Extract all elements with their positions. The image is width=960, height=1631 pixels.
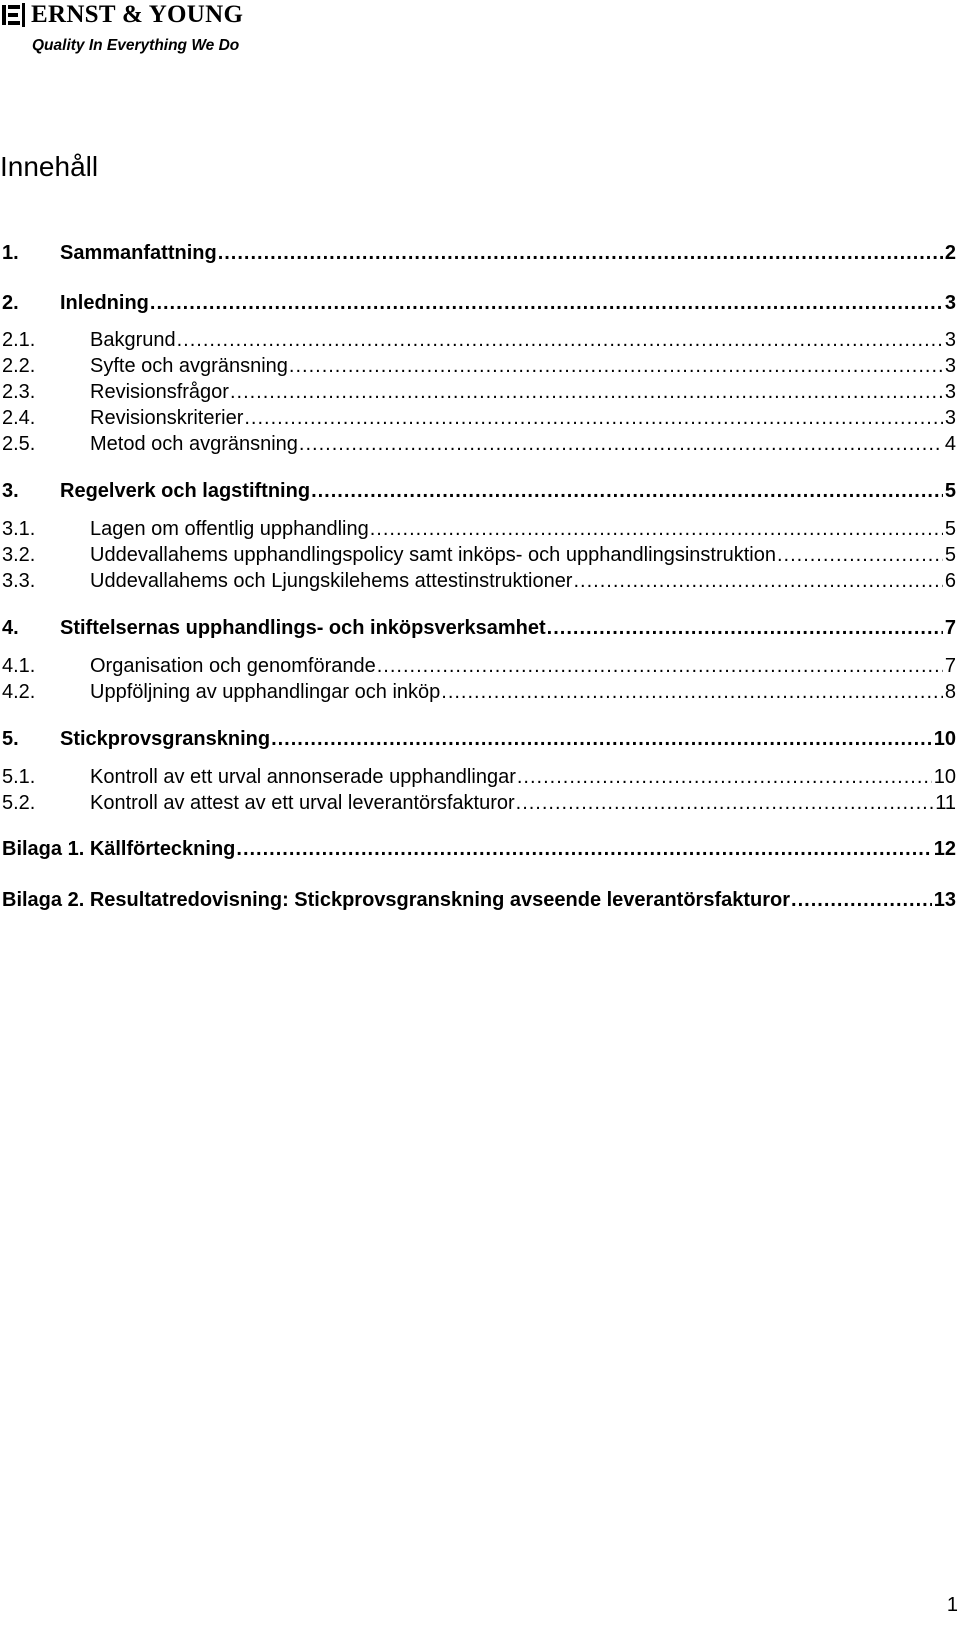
toc-entry-title: Uddevallahems och Ljungskilehems attestinstruktioner (90, 570, 573, 592)
toc-leader-dots (150, 290, 943, 316)
toc-leader-dots (299, 431, 943, 457)
toc-entry-number: 2.5. (2, 433, 36, 455)
toc-entry[interactable] (2, 764, 956, 790)
toc-entry-number: 1. (2, 242, 19, 264)
toc-entry-page: 3 (944, 329, 956, 351)
toc-leader-dots (516, 790, 934, 816)
toc-entry-page: 3 (944, 407, 956, 429)
toc-entry[interactable] (2, 240, 956, 266)
toc-leader-dots (271, 726, 932, 752)
toc-entry-title: Metod och avgränsning (90, 433, 298, 455)
toc-entry-page: 3 (944, 355, 956, 377)
toc-entry-number: 5.1. (2, 766, 36, 788)
toc-entry-page: 5 (944, 544, 956, 566)
toc-entry-page: 10 (933, 766, 956, 788)
toc-entry-number: 5.2. (2, 792, 36, 814)
toc-leader-dots (547, 615, 943, 641)
toc-leader-dots (236, 836, 931, 862)
toc-entry-page: 13 (933, 889, 956, 911)
toc-leader-dots (370, 516, 943, 542)
toc-entry-title: Stiftelsernas upphandlings- och inköpsverksamhet (60, 617, 546, 639)
toc-leader-dots (311, 478, 943, 504)
toc-entry-title: Uppföljning av upphandlingar och inköp (90, 681, 441, 703)
toc-entry-title: Revisionskriterier (90, 407, 244, 429)
toc-entry-title: Sammanfattning (60, 242, 217, 264)
toc-entry-page: 7 (944, 617, 956, 639)
toc-entry[interactable] (2, 615, 956, 641)
toc-entry[interactable] (2, 542, 956, 568)
toc-entry-title: Kontroll av ett urval annonserade upphandlingar (90, 766, 516, 788)
toc-entry[interactable] (2, 405, 956, 431)
toc-entry[interactable] (2, 290, 956, 316)
toc-entry-number: 3. (2, 480, 19, 502)
ernst-young-logo (0, 0, 260, 60)
toc-entry-page: 10 (933, 728, 956, 750)
toc-leader-dots (377, 653, 943, 679)
toc-entry[interactable] (2, 353, 956, 379)
toc-leader-dots (218, 240, 943, 266)
toc-entry-number: 3.2. (2, 544, 36, 566)
toc-entry[interactable] (2, 327, 956, 353)
toc-entry-page: 5 (944, 518, 956, 540)
toc-entry[interactable] (2, 516, 956, 542)
toc-entry-number: 4.2. (2, 681, 36, 703)
toc-entry-page: 4 (944, 433, 956, 455)
toc-entry-number: 2.2. (2, 355, 36, 377)
toc-entry-title: Uddevallahems upphandlingspolicy samt inköps- och upphandlingsinstruktion (90, 544, 776, 566)
toc-entry[interactable] (2, 653, 956, 679)
toc-entry[interactable] (2, 478, 956, 504)
logo-company-name: ERNST & YOUNG (31, 1, 244, 28)
toc-leader-dots (791, 887, 932, 913)
toc-entry-title: Organisation och genomförande (90, 655, 376, 677)
toc-entry-number: 2.1. (2, 329, 36, 351)
toc-entry-page: 3 (944, 292, 956, 314)
toc-entry-title: Syfte och avgränsning (90, 355, 288, 377)
toc-entry-page: 7 (944, 655, 956, 677)
toc-entry-number: 2. (2, 292, 19, 314)
toc-entry[interactable] (2, 726, 956, 752)
toc-entry-page: 5 (944, 480, 956, 502)
toc-entry[interactable] (2, 679, 956, 705)
toc-entry[interactable] (2, 836, 956, 862)
toc-entry-number: 3.1. (2, 518, 36, 540)
toc-entry[interactable] (2, 568, 956, 594)
toc-leader-dots (289, 353, 943, 379)
toc-leader-dots (244, 405, 943, 431)
logo-tagline: Quality In Everything We Do (32, 37, 240, 54)
toc-entry-page: 3 (944, 381, 956, 403)
toc-entry-number: 3.3. (2, 570, 36, 592)
toc-entry-title: Bilaga 2. Resultatredovisning: Stickprovsgranskning avseende leverantörsfakturor (2, 889, 791, 911)
toc-leader-dots (777, 542, 943, 568)
toc-entry-page: 12 (933, 838, 956, 860)
toc-leader-dots (441, 679, 943, 705)
toc-entry-number: 4. (2, 617, 19, 639)
toc-entry-number: 4.1. (2, 655, 36, 677)
toc-entry[interactable] (2, 379, 956, 405)
toc-leader-dots (517, 764, 932, 790)
toc-entry-title: Bilaga 1. Källförteckning (2, 838, 236, 860)
toc-heading: Innehåll (0, 151, 99, 182)
toc-entry-page: 11 (935, 792, 956, 814)
toc-entry-title: Inledning (60, 292, 149, 314)
toc-leader-dots (573, 568, 942, 594)
toc-entry[interactable] (2, 887, 956, 913)
toc-entry-title: Bakgrund (90, 329, 176, 351)
toc-entry[interactable] (2, 790, 956, 816)
toc-entry-number: 2.3. (2, 381, 36, 403)
toc-entry-page: 6 (944, 570, 956, 592)
toc-entry-title: Kontroll av attest av ett urval leverantörsfakturor (90, 792, 515, 814)
toc-entry[interactable] (2, 431, 956, 457)
toc-entry-number: 2.4. (2, 407, 36, 429)
toc-entry-title: Stickprovsgranskning (60, 728, 271, 750)
page-number: 1 (946, 1594, 958, 1616)
toc-entry-page: 8 (944, 681, 956, 703)
toc-entry-page: 2 (944, 242, 956, 264)
toc-entry-title: Lagen om offentlig upphandling (90, 518, 369, 540)
toc-leader-dots (230, 379, 943, 405)
ey-logo-mark-icon (2, 3, 28, 27)
toc-leader-dots (177, 327, 943, 353)
toc-entry-title: Regelverk och lagstiftning (60, 480, 311, 502)
toc-entry-title: Revisionsfrågor (90, 381, 229, 403)
toc-entry-number: 5. (2, 728, 19, 750)
